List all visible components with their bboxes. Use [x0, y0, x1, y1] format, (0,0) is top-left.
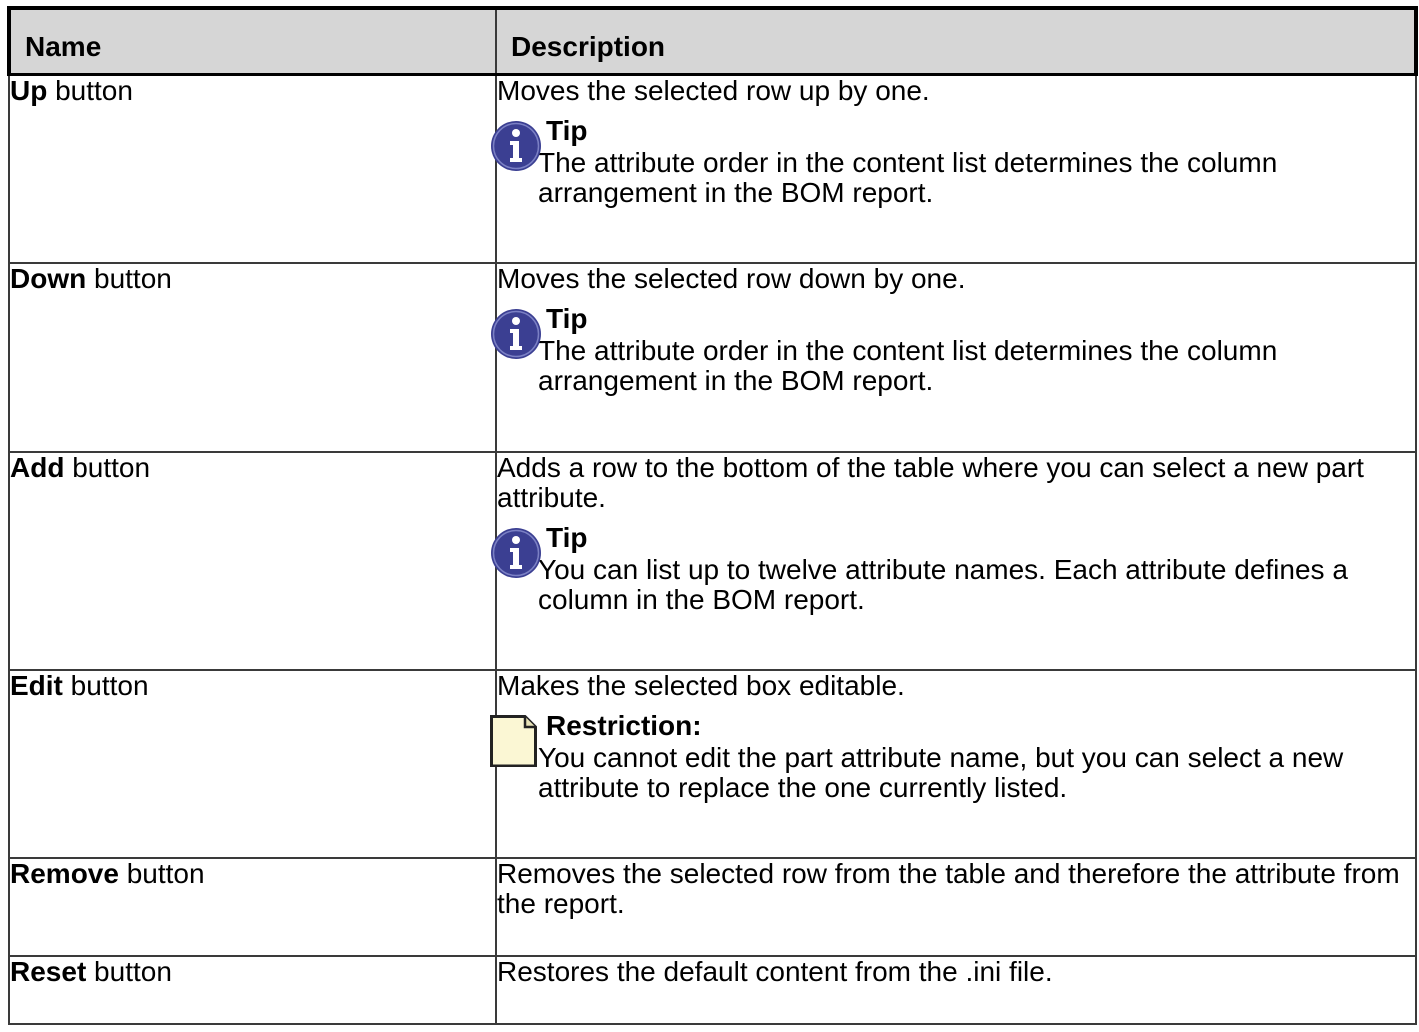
tip-title: Tip — [546, 522, 588, 553]
column-header-description: Description — [496, 8, 1416, 74]
row-name-bold: Remove — [10, 858, 119, 889]
table-row — [9, 670, 1416, 858]
row-name-cell — [9, 452, 496, 670]
row-name-rest: button — [86, 263, 172, 294]
row-description-cell — [496, 956, 1416, 1024]
row-description: Restores the default content from the .ini file. — [497, 956, 1053, 987]
row-name-rest: button — [118, 858, 205, 889]
row-name-cell — [9, 956, 496, 1024]
tip-note — [490, 523, 1415, 615]
tip-note — [490, 116, 1415, 208]
info-icon — [490, 527, 542, 579]
row-description: Moves the selected row down by one. — [497, 263, 966, 294]
row-name-bold: Reset — [10, 956, 87, 987]
table-row — [9, 263, 1416, 452]
row-description: Adds a row to the bottom of the table where you can select a new part attribute. — [497, 452, 1364, 513]
tip-note — [490, 304, 1415, 396]
column-header-name: Name — [9, 8, 496, 74]
tip-text: The attribute order in the content list determines the column arrangement in the BOM report. — [538, 146, 1278, 208]
info-icon — [490, 120, 542, 172]
row-description-cell — [496, 74, 1416, 263]
tip-title: Tip — [546, 114, 588, 146]
row-description: Removes the selected row from the table and therefore the attribute from the report. — [497, 858, 1400, 919]
row-name-bold: Down — [10, 263, 87, 294]
table-header-row — [9, 8, 1416, 74]
row-name-bold: Edit — [10, 670, 63, 701]
table-row — [9, 452, 1416, 670]
row-name-rest: button — [64, 452, 151, 483]
table-row — [9, 74, 1416, 263]
info-icon — [490, 308, 542, 360]
row-description-cell — [496, 263, 1416, 452]
row-name-rest: button — [47, 74, 133, 106]
restriction-note — [490, 711, 1415, 803]
row-name-rest: button — [86, 956, 172, 987]
row-name-cell — [9, 858, 496, 956]
table-row — [9, 858, 1416, 956]
row-name-bold: Up — [10, 74, 48, 106]
tip-text: The attribute order in the content list determines the column arrangement in the BOM report. — [538, 335, 1278, 396]
table-row — [9, 956, 1416, 1024]
document-icon — [490, 715, 542, 767]
restriction-text: You cannot edit the part attribute name, but you can select a new attribute to replace the one currently listed. — [538, 742, 1344, 803]
row-name-bold: Add — [10, 452, 65, 483]
row-description-cell — [496, 858, 1416, 956]
row-name-cell — [9, 74, 496, 263]
row-description: Makes the selected box editable. — [497, 670, 905, 701]
tip-title: Tip — [546, 303, 588, 334]
row-name-cell — [9, 670, 496, 858]
tip-text: You can list up to twelve attribute names. Each attribute defines a column in the BOM report. — [538, 554, 1348, 615]
row-description-cell — [496, 452, 1416, 670]
row-name-rest: button — [62, 670, 149, 701]
restriction-title: Restriction: — [546, 710, 702, 741]
row-name-cell — [9, 263, 496, 452]
row-description: Moves the selected row up by one. — [497, 74, 930, 106]
row-description-cell — [496, 670, 1416, 858]
reference-table — [7, 6, 1418, 1025]
